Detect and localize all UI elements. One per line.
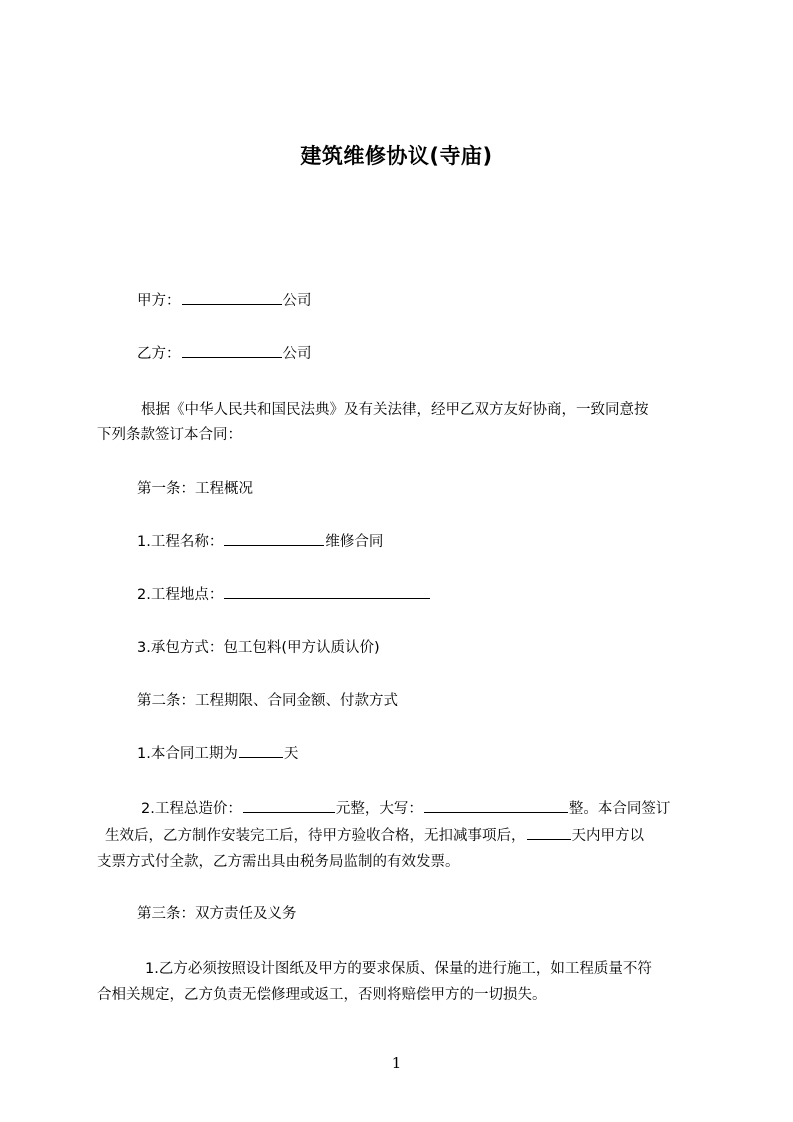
- duration-blank: [239, 740, 283, 758]
- article-2-item-2-line-1: [141, 795, 670, 823]
- project-name-blank: [224, 528, 324, 546]
- party-b-label: 乙方：: [137, 346, 181, 362]
- party-a-suffix: 公司: [282, 293, 312, 309]
- article-3-item-1-line-2: 合相关规定，乙方负责无偿修理或返工，否则将赔偿甲方的一切损失。: [97, 987, 547, 1003]
- project-location-blank: [224, 581, 430, 599]
- article-1-item-3: 3.承包方式：包工包料(甲方认质认价): [137, 640, 380, 656]
- preamble-line-2: 下列条款签订本合同：: [97, 427, 242, 443]
- total-cost-mid-2: 整。本合同签订: [568, 801, 671, 817]
- article-1-item-1: [137, 528, 383, 556]
- article-1-heading: 第一条：工程概况: [137, 481, 253, 497]
- party-b-blank: [182, 340, 282, 358]
- article-3-heading: 第三条：双方责任及义务: [137, 906, 297, 922]
- project-name-label: 1.工程名称：: [137, 534, 224, 550]
- total-cost-mid-1: 元整，大写：: [335, 801, 423, 817]
- article-1-item-2: [137, 581, 431, 609]
- article-2-item-1: [137, 740, 298, 768]
- total-cost-label: 2.工程总造价：: [141, 801, 242, 817]
- project-name-suffix: 维修合同: [325, 534, 384, 550]
- party-a-label: 甲方：: [137, 293, 181, 309]
- total-cost-amount-blank: [243, 795, 335, 813]
- article-2-item-2-line-2: [105, 822, 644, 850]
- document-title: 建筑维修协议(寺庙): [300, 144, 493, 168]
- article-2-heading: 第二条：工程期限、合同金额、付款方式: [137, 693, 398, 709]
- party-b-suffix: 公司: [282, 346, 312, 362]
- payment-terms-suffix: 天内甲方以: [571, 828, 644, 844]
- party-a-line: [137, 287, 312, 315]
- total-cost-words-blank: [424, 795, 568, 813]
- preamble-line-1: 根据《中华人民共和国民法典》及有关法律，经甲乙双方友好协商，一致同意按: [141, 402, 649, 418]
- article-2-item-2-line-3: 支票方式付全款，乙方需出具由税务局监制的有效发票。: [97, 854, 460, 870]
- duration-suffix: 天: [283, 746, 299, 762]
- party-b-line: [137, 340, 312, 368]
- payment-terms-text: 生效后，乙方制作安装完工后，待甲方验收合格，无扣减事项后，: [105, 828, 526, 844]
- project-location-label: 2.工程地点：: [137, 587, 224, 603]
- party-a-blank: [182, 287, 282, 305]
- payment-days-blank: [527, 822, 571, 840]
- article-3-item-1-line-1: 1.乙方必须按照设计图纸及甲方的要求保质、保量的进行施工，如工程质量不符: [145, 961, 652, 977]
- duration-label: 1.本合同工期为: [137, 746, 238, 762]
- page-number: 1: [391, 1054, 402, 1072]
